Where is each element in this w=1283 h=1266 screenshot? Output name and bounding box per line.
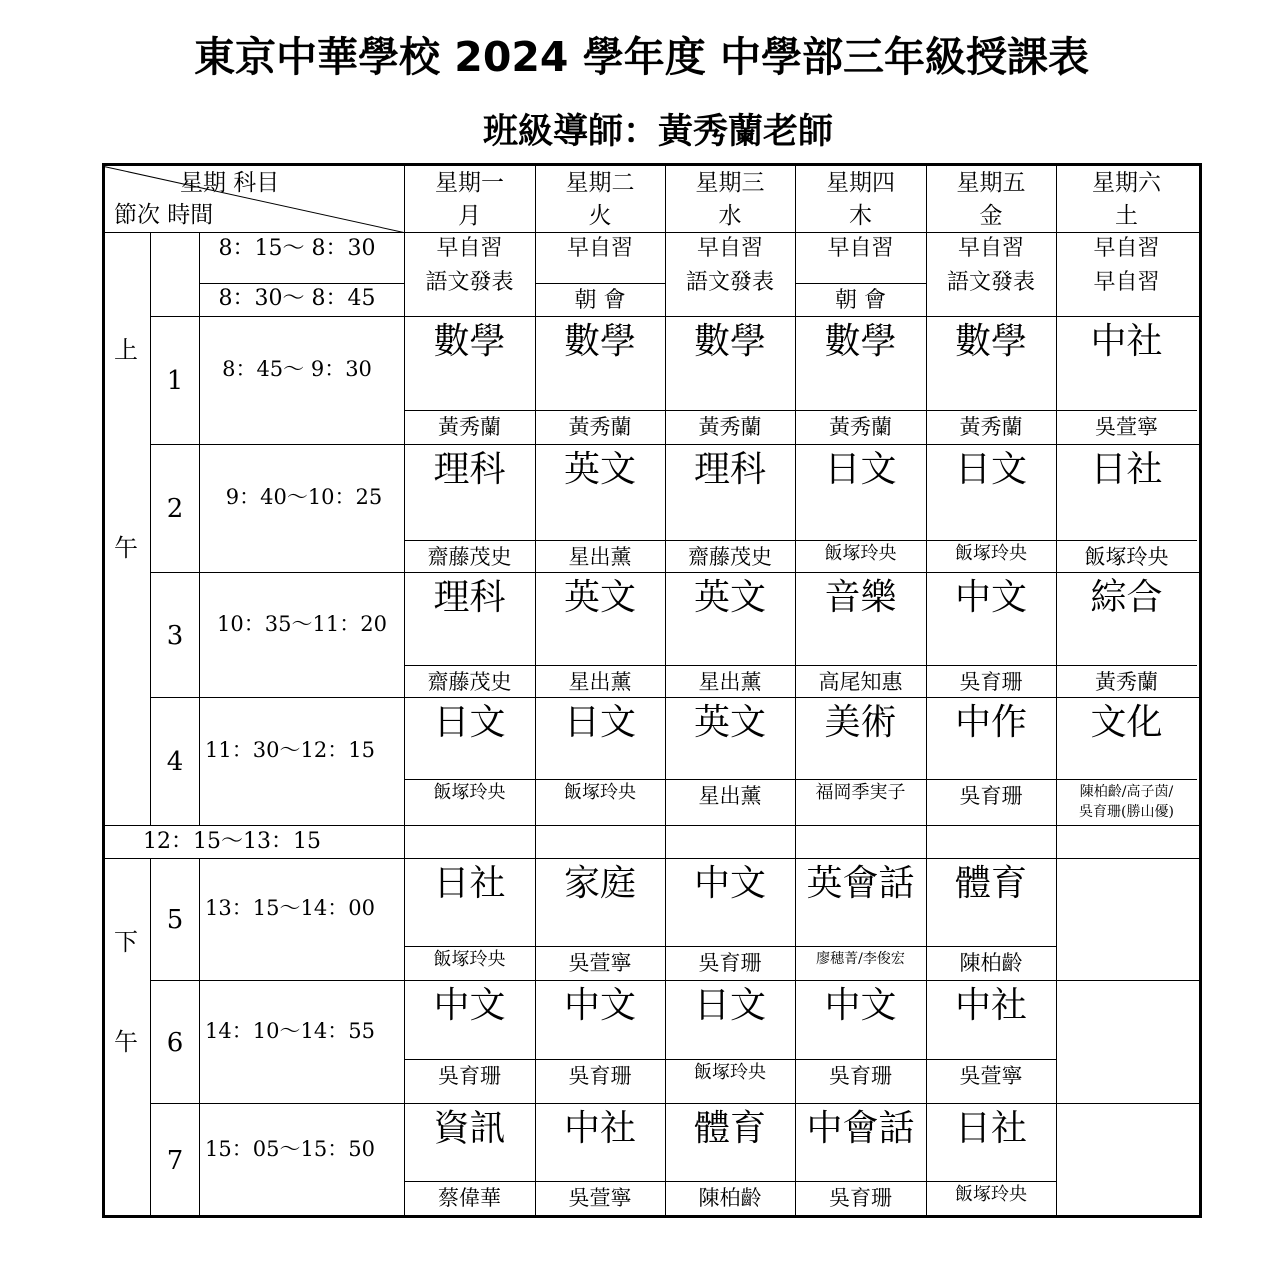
teacher-p7-d5: 飯塚玲央: [955, 1184, 1027, 1205]
teacher-p4-d6: 陳柏齡/高子茵/: [1079, 784, 1174, 800]
period-number-7: 7: [166, 1145, 184, 1176]
early-cell-b-3: 語文發表: [685, 270, 775, 295]
subject-p4-d5: 中作: [954, 702, 1028, 743]
subject-p7-d1: 資訊: [433, 1108, 506, 1149]
teacher-p2-d1: 齋藤茂史: [427, 545, 512, 569]
period-number-5: 5: [166, 905, 184, 935]
row-line-period-1: [150, 444, 1199, 445]
period-time-3: 10：35～11：20: [217, 611, 387, 636]
teacher-p5-d3: 吳育珊: [698, 951, 762, 975]
subject-p4-d2: 日文: [563, 702, 637, 743]
subject-p3-d4: 音樂: [824, 577, 897, 618]
subject-p6-d3: 日文: [693, 985, 767, 1026]
subject-p4-d1: 日文: [433, 702, 506, 743]
early-cell-a-6: 早自習: [1093, 236, 1160, 261]
period-number-4: 4: [166, 747, 184, 777]
period-time-2: 9：40～10：25: [225, 485, 383, 509]
early-time-1: 8：15～ 8：30: [218, 236, 376, 261]
early-cell-a-5: 早自習: [957, 236, 1025, 261]
teacher-p4-d4: 福岡季実子: [815, 782, 906, 803]
page-subtitle: 班級導師：黃秀蘭老師: [482, 112, 833, 152]
subject-p6-d4: 中文: [824, 985, 897, 1026]
day-header-2: 星期二: [565, 170, 635, 196]
subject-p6-d5: 中社: [954, 985, 1028, 1026]
teacher-p4-d3: 星出薰: [698, 784, 762, 808]
teacher-p2-d2: 星出薰: [568, 545, 632, 569]
subject-p6-d1: 中文: [433, 985, 506, 1026]
period-time-7: 15：05～15：50: [205, 1136, 375, 1161]
page-title: 東京中華學校 2024 學年度 中學部三年級授課表: [194, 33, 1089, 81]
day-header-jp-5: 金: [979, 203, 1003, 229]
subject-p1-d5: 數學: [954, 321, 1028, 362]
day-header-6: 星期六: [1092, 170, 1161, 196]
subject-p1-d1: 數學: [433, 321, 506, 362]
teacher-p4-d6-extra: 吳育珊(勝山優): [1079, 804, 1174, 820]
early-cell-a-1: 早自習: [436, 236, 503, 261]
teacher-p4-d5: 吳育珊: [959, 784, 1023, 808]
period-time-5: 13：15～14：00: [205, 896, 375, 920]
day-header-4: 星期四: [826, 170, 895, 196]
subject-p4-d4: 美術: [824, 702, 897, 743]
teacher-p3-d1: 齋藤茂史: [427, 670, 512, 694]
teacher-line-period-2: [404, 540, 1197, 541]
early-cell-a-3: 早自習: [696, 236, 764, 261]
subject-p5-d1: 日社: [433, 863, 506, 904]
lunch-bottom-line: [104, 858, 1199, 859]
row-line-period-3: [150, 697, 1199, 698]
teacher-p2-d5: 飯塚玲央: [955, 543, 1027, 564]
period-time-1: 8：45～ 9：30: [222, 357, 372, 381]
subject-p2-d5: 日文: [954, 449, 1028, 490]
teacher-p4-d1: 飯塚玲央: [433, 782, 506, 803]
teacher-p2-d3: 齋藤茂史: [688, 545, 772, 569]
subject-p2-d4: 日文: [824, 449, 897, 490]
teacher-p1-d6: 吳萱寧: [1095, 415, 1158, 439]
subject-p3-d6: 綜合: [1090, 577, 1163, 618]
teacher-p6-d1: 吳育珊: [438, 1064, 501, 1088]
teacher-line-period-1: [404, 410, 1197, 411]
early-cell-b-2: 朝 會: [574, 288, 626, 313]
row-line-period-2: [150, 572, 1199, 573]
teacher-p3-d3: 星出薰: [698, 670, 762, 694]
day-header-jp-1: 月: [458, 203, 481, 229]
teacher-p5-d2: 吳萱寧: [568, 951, 632, 975]
header-bottom-line: [104, 232, 1199, 233]
early-cell-split-4: [795, 283, 926, 284]
row-line-period-6: [150, 1103, 1199, 1104]
corner-label-day-subject: 星期 科目: [180, 170, 280, 196]
teacher-line-period-4: [404, 779, 1197, 780]
subject-p3-d3: 英文: [693, 577, 767, 618]
teacher-p6-d2: 吳育珊: [568, 1064, 632, 1088]
period-number-3: 3: [166, 620, 184, 651]
subject-p3-d2: 英文: [563, 577, 637, 618]
early-cell-b-1: 語文發表: [425, 270, 514, 295]
subject-p2-d3: 理科: [693, 449, 767, 490]
day-header-jp-6: 土: [1115, 203, 1138, 229]
teacher-p3-d4: 高尾知惠: [818, 670, 903, 694]
day-header-jp-4: 木: [849, 203, 872, 229]
subject-p5-d2: 家庭: [563, 863, 637, 904]
subject-p7-d3: 體育: [693, 1108, 767, 1149]
corner-label-period-time: 節次 時間: [114, 202, 214, 228]
subject-p1-d2: 數學: [563, 321, 637, 362]
teacher-p7-d3: 陳柏齡: [698, 1186, 762, 1210]
ampm-column-line-morning: [150, 232, 151, 825]
day-header-jp-3: 水: [718, 203, 742, 229]
early-cell-split-2: [535, 283, 665, 284]
subject-p5-d4: 英會話: [806, 863, 915, 904]
subject-p5-d3: 中文: [693, 863, 767, 904]
teacher-line-period-5: [404, 946, 1056, 947]
teacher-p3-d5: 吳育珊: [959, 670, 1023, 694]
subject-p3-d5: 中文: [954, 577, 1028, 618]
teacher-p7-d2: 吳萱寧: [568, 1186, 632, 1210]
subject-p1-d6: 中社: [1090, 321, 1163, 362]
teacher-p5-d1: 飯塚玲央: [433, 949, 506, 970]
subject-p7-d4: 中會話: [806, 1108, 915, 1149]
subject-p1-d4: 數學: [824, 321, 897, 362]
day-header-3: 星期三: [695, 170, 765, 196]
afternoon-label-1: 下: [114, 928, 138, 956]
teacher-p2-d6: 飯塚玲央: [1084, 545, 1169, 569]
period-time-4: 11：30～12：15: [205, 738, 375, 762]
teacher-p3-d6: 黃秀蘭: [1095, 670, 1158, 694]
day-header-jp-2: 火: [588, 203, 612, 229]
afternoon-label-2: 午: [114, 1028, 138, 1056]
early-bottom-line: [150, 316, 1199, 317]
early-cell-a-2: 早自習: [566, 236, 634, 261]
early-cell-a-4: 早自習: [827, 236, 894, 261]
early-cell-b-4: 朝 會: [835, 288, 886, 313]
period-number-1: 1: [166, 366, 184, 396]
lunch-top-line: [104, 825, 1199, 826]
teacher-p6-d4: 吳育珊: [829, 1064, 892, 1088]
row-line-period-5: [150, 980, 1199, 981]
teacher-p6-d3: 飯塚玲央: [694, 1062, 766, 1083]
lunch-time: 12：15～13：15: [143, 829, 321, 854]
subject-p6-d2: 中文: [563, 985, 637, 1026]
period-time-6: 14：10～14：55: [205, 1018, 375, 1043]
day-header-1: 星期一: [435, 170, 504, 196]
morning-label-2: 午: [114, 534, 138, 562]
teacher-p3-d2: 星出薰: [568, 670, 632, 694]
teacher-p1-d2: 黃秀蘭: [568, 415, 632, 439]
subject-p4-d3: 英文: [693, 702, 767, 743]
teacher-p7-d1: 蔡偉華: [438, 1186, 501, 1210]
teacher-p1-d1: 黃秀蘭: [438, 415, 501, 439]
day-header-5: 星期五: [956, 170, 1026, 196]
early-time-2: 8：30～ 8：45: [218, 286, 376, 311]
teacher-p1-d3: 黃秀蘭: [698, 415, 762, 439]
period-column-line-afternoon: [199, 858, 200, 1216]
subject-p2-d2: 英文: [563, 449, 637, 490]
period-column-line-morning: [199, 232, 200, 825]
teacher-p2-d4: 飯塚玲央: [824, 543, 897, 564]
subject-p1-d3: 數學: [693, 321, 767, 362]
teacher-p1-d4: 黃秀蘭: [829, 415, 892, 439]
subject-p4-d6: 文化: [1090, 702, 1163, 743]
ampm-column-line-afternoon: [150, 858, 151, 1216]
teacher-p6-d5: 吳萱寧: [959, 1064, 1023, 1088]
subject-p7-d5: 日社: [954, 1108, 1028, 1149]
day-column-line-6: [1056, 166, 1057, 1216]
teacher-line-period-7: [404, 1181, 1056, 1182]
period-number-2: 2: [166, 494, 184, 524]
subject-p3-d1: 理科: [433, 577, 506, 618]
teacher-line-period-3: [404, 665, 1197, 666]
subject-p2-d1: 理科: [433, 449, 506, 490]
teacher-p7-d4: 吳育珊: [829, 1186, 892, 1210]
subject-p2-d6: 日社: [1090, 449, 1163, 490]
subject-p5-d5: 體育: [954, 863, 1028, 904]
period-number-6: 6: [166, 1027, 184, 1058]
teacher-line-period-6: [404, 1059, 1056, 1060]
teacher-p5-d4: 廖穗菁/李俊宏: [816, 951, 905, 967]
early-split-line: [199, 283, 404, 284]
early-cell-b-6: 早自習: [1093, 270, 1160, 295]
subject-p7-d2: 中社: [563, 1108, 637, 1149]
teacher-p5-d5: 陳柏齡: [959, 951, 1023, 975]
early-cell-b-5: 語文發表: [946, 270, 1036, 295]
teacher-p4-d2: 飯塚玲央: [564, 782, 636, 803]
teacher-p1-d5: 黃秀蘭: [959, 415, 1023, 439]
morning-label-1: 上: [114, 336, 138, 364]
